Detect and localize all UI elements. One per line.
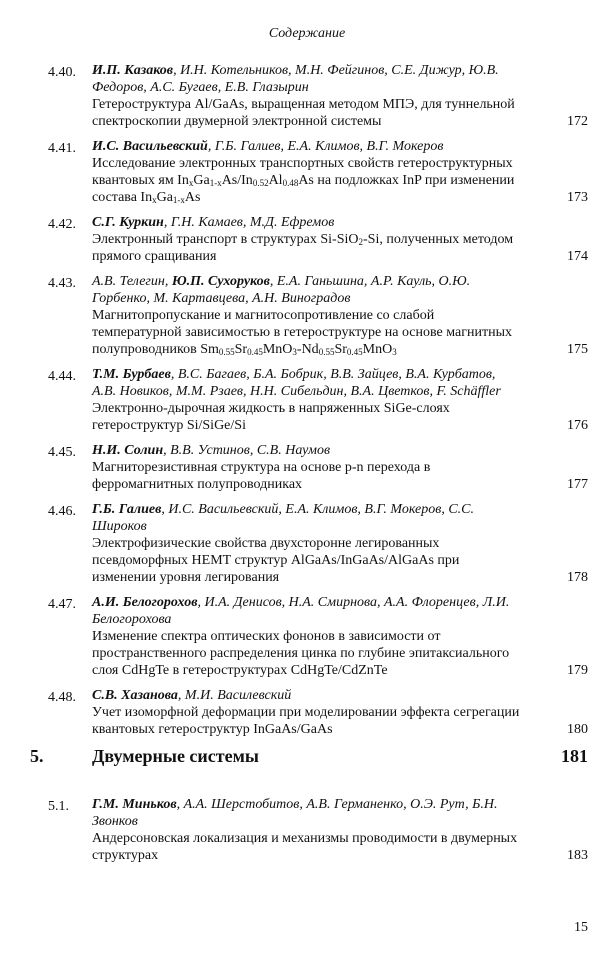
entry-page: 173 [567,190,588,205]
entry-coauthors: , В.С. Багаев, Б.А. Бобрик, В.В. Зайцев, В.А. Курбатов, А.В. Новиков, М.М. Рзаев, Н.Н. Сибельдин, В.А. Цветков, F. Schäffler [92,367,501,399]
entry-lead-author: Г.Б. Галиев [92,502,162,517]
entry-number: 4.44. [48,369,76,384]
entry-lead-author: Г.М. Миньков [92,797,177,812]
toc-entry [0,138,614,206]
entry-number: 4.40. [48,65,76,80]
entry-coauthors: , М.И. Василевский [177,688,292,703]
entry-coauthors: , Г.Н. Камаев, М.Д. Ефремов [163,215,335,230]
entry-number: 4.45. [48,445,76,460]
entry-number: 4.47. [48,597,76,612]
section-number: 5. [30,746,44,766]
entry-lead-author: Ю.П. Сухоруков [171,274,270,289]
entry-number: 4.43. [48,276,76,291]
toc-entry [0,501,614,586]
entry-page: 172 [567,114,588,129]
entry-authors [92,594,522,628]
entry-page: 180 [567,722,588,737]
entry-authors [92,138,522,155]
entry-number: 4.42. [48,217,76,232]
toc-entry [0,273,614,358]
entry-author-pre: А.В. Телегин, [92,274,172,289]
toc-entry [0,214,614,265]
entry-title: Электронно-дырочная жидкость в напряженных SiGe-слоях гетероструктур Si/SiGe/Si [92,401,450,433]
toc-entry [0,594,614,679]
toc-entries [0,62,614,746]
entry-title: Исследование электронных транспортных свойств гетероструктурных квантовых ям $In_xGa_{1-x}As/In_{0.52}Al_{0.48}As$ на подложках InP при изменении состава $In_xGa_{1-x}As$ [92,156,515,205]
entry-lead-author: И.П. Казаков [92,63,174,78]
entry-coauthors: , А.А. Шерстобитов, А.В. Германенко, О.Э. Рут, Б.Н. Звонков [92,797,498,829]
entry-number: 5.1. [48,799,69,814]
entry-page: 183 [567,848,588,863]
entry-page: 179 [567,663,588,678]
toc-entry [0,442,614,493]
section-title: Двумерные системы [92,746,259,766]
entry-number: 4.46. [48,504,76,519]
entry-title: Изменение спектра оптических фононов в зависимости от пространственного распределения цинка по глубине эпитаксиального слоя CdHgTe в гетероструктурах CdHgTe/CdZnTe [92,629,510,678]
entry-lead-author: А.И. Белогорохов [92,595,198,610]
entry-title: Гетероструктура Al/GaAs, выращенная методом МПЭ, для туннельной спектроскопии двумерной электронной системы [92,97,515,129]
entry-page: 178 [567,570,588,585]
entry-coauthors: , И.Н. Котельников, М.Н. Фейгинов, С.Е. Дижур, Ю.В. Федоров, А.С. Бугаев, Е.В. Глазырин [92,63,499,95]
entry-coauthors: , И.А. Денисов, Н.А. Смирнова, А.А. Флоренцев, Л.И. Белогорохова [92,595,510,627]
toc-entry [0,62,614,130]
entry-lead-author: Н.И. Солин [92,443,164,458]
entry-authors [92,62,522,96]
entry-lead-author: Т.М. Бурбаев [92,367,171,382]
entry-page: 176 [567,418,588,433]
entry-number: 4.41. [48,141,76,156]
toc-entry [0,687,614,738]
entry-title: Магниторезистивная структура на основе p-n перехода в ферромагнитных полупроводниках [92,460,431,492]
entry-authors [92,366,522,400]
toc-entry [0,366,614,434]
entry-title: Электронный транспорт в структурах Si-SiO$_2$-Si, полученных методом прямого сращивания [92,232,514,264]
toc-entries-section-5 [0,796,614,872]
entry-authors [92,687,522,704]
entry-title: Учет изоморфной деформации при моделировании эффекта сегрегации квантовых гетероструктур InGaAs/GaAs [92,705,520,737]
entry-page: 177 [567,477,588,492]
page-number: 15 [574,920,588,935]
entry-lead-author: И.С. Васильевский [92,139,208,154]
toc-entry [0,796,614,864]
entry-page: 174 [567,249,588,264]
entry-authors [92,273,522,307]
entry-title: Магнитопропускание и магнитосопротивление со слабой температурной зависимостью в гетероструктуре на основе магнитных полупроводников $Sm_{0.55}Sr_{0.45}MnO_3-Nd_{0.55}Sr_{0.45}MnO_3$ [92,308,512,357]
entry-authors [92,214,522,231]
entry-page: 175 [567,342,588,357]
entry-coauthors: , В.В. Устинов, С.В. Наумов [163,443,331,458]
entry-title: Электрофизические свойства двухсторонне легированных псевдоморфных HEMT структур AlGaAs/InGaAs/AlGaAs при изменении уровня легирования [92,536,460,585]
section-page: 181 [561,746,588,766]
entry-authors [92,442,522,459]
entry-lead-author: С.Г. Куркин [92,215,164,230]
entry-coauthors: , Г.Б. Галиев, Е.А. Климов, В.Г. Мокеров [207,139,444,154]
entry-lead-author: С.В. Хазанова [92,688,178,703]
entry-authors [92,501,522,535]
entry-number: 4.48. [48,690,76,705]
entry-title: Андерсоновская локализация и механизмы проводимости в двумерных структурах [92,831,518,863]
running-header: Содержание [268,26,346,41]
entry-authors [92,796,522,830]
entry-coauthors: , И.С. Васильевский, Е.А. Климов, В.Г. Мокеров, С.С. Широков [92,502,475,534]
entry-coauthors: , Е.А. Ганьшина, А.Р. Кауль, О.Ю. Горбенко, М. Картавцева, А.Н. Виноградов [92,274,471,306]
